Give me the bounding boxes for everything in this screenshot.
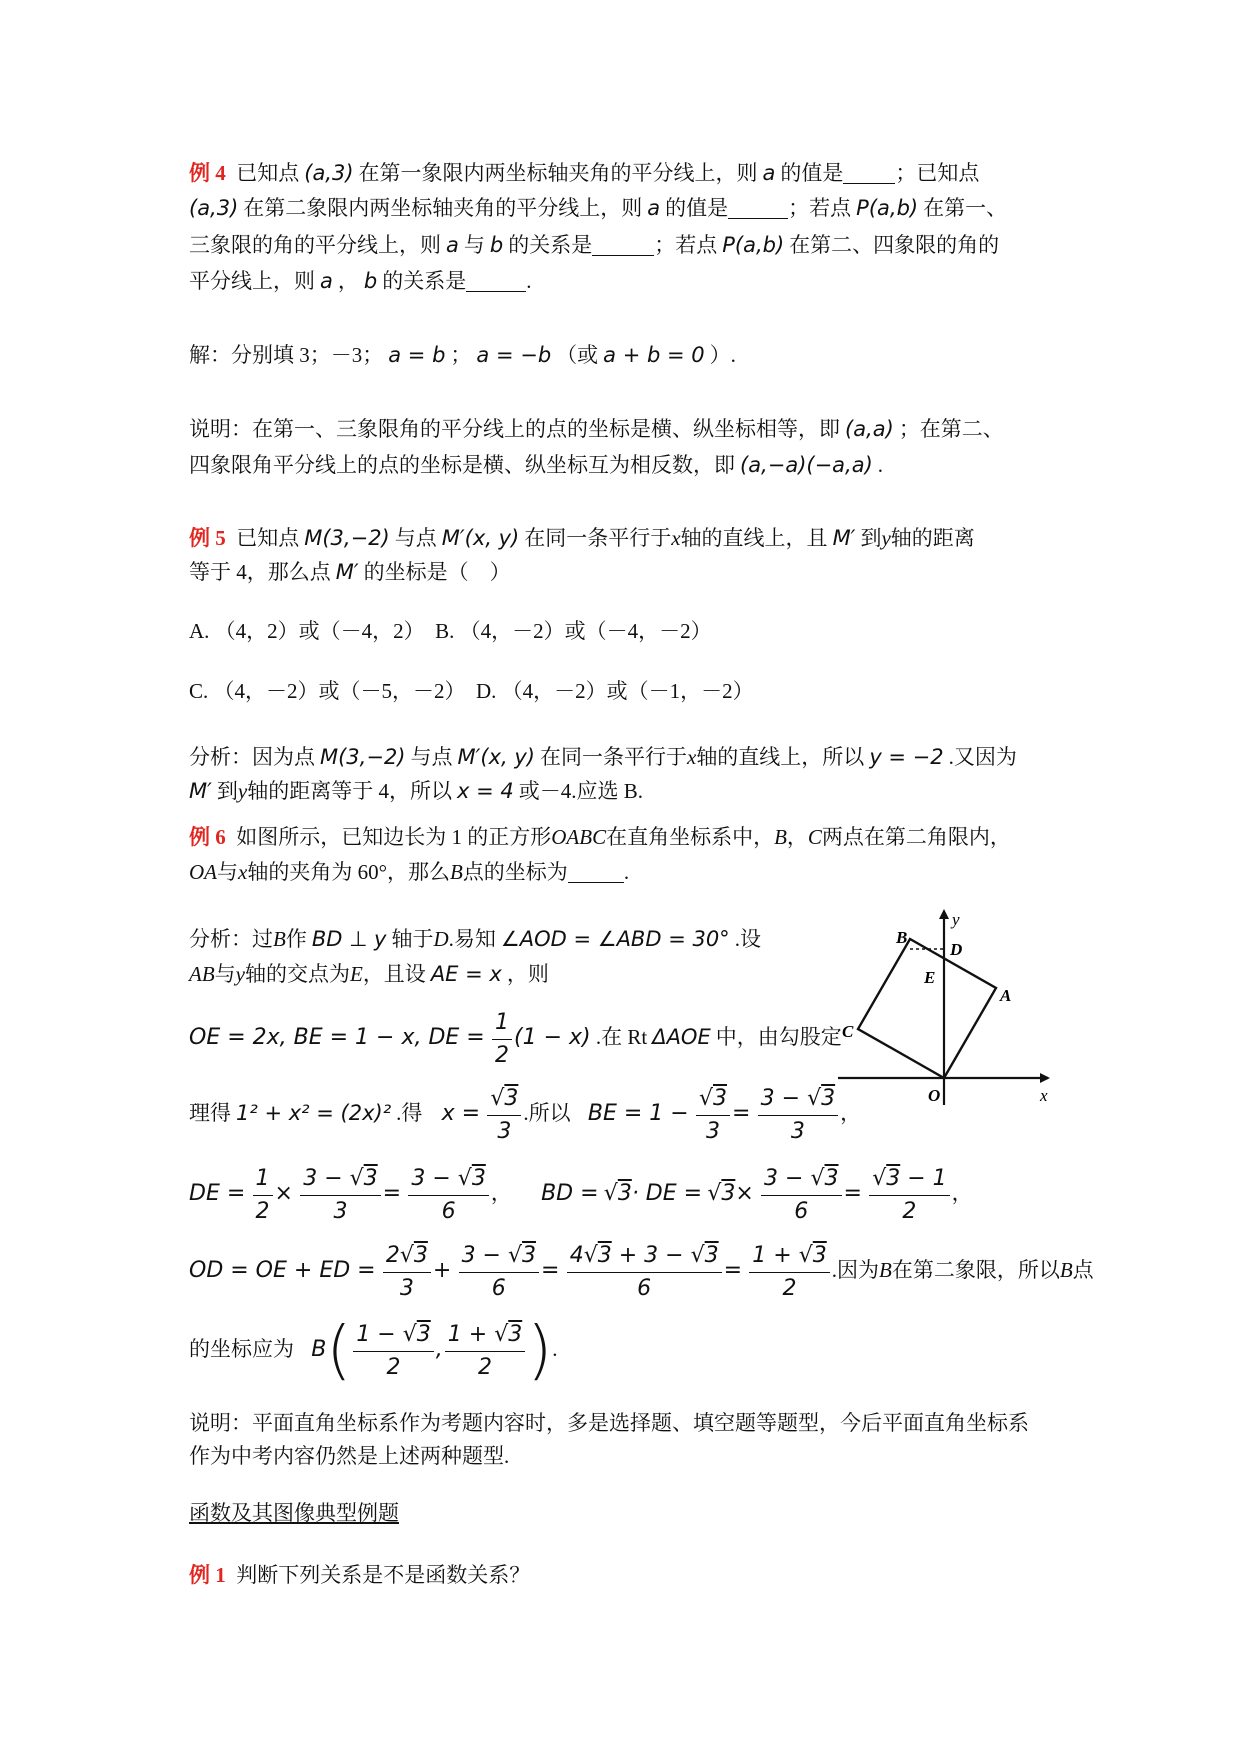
text: 分析：过 (189, 927, 273, 951)
text: 2 (782, 1275, 797, 1301)
text: ， (490, 1181, 512, 1205)
formula: (a,−a)(−a,a) (740, 453, 873, 477)
text: . (526, 269, 532, 293)
text: 2 (902, 1198, 917, 1224)
label-a: A (1000, 986, 1012, 1005)
text: 在第二象限内两坐标轴夹角的平分线上，则 (243, 196, 643, 220)
fraction: $\frac{1 + √3}{2}$ (445, 1319, 525, 1384)
note4-line-1 (189, 414, 1004, 444)
text: ， (786, 825, 808, 849)
fraction: $\frac{√3}{3}$ (487, 1083, 521, 1148)
fraction (253, 1163, 273, 1228)
ex4-line-3 (189, 230, 999, 260)
text: 说明：平面直角坐标系作为考题内容时，多是选择题、填空题等题型，今后平面直角坐标系 (189, 1411, 1029, 1435)
text: .得 (396, 1101, 423, 1125)
ex5-options-ab (189, 616, 712, 646)
text: 1 (492, 1007, 512, 1040)
ex4-line-1 (189, 158, 979, 188)
formula: M′ (189, 779, 212, 803)
text: 1 − (356, 1321, 396, 1347)
text: 理得 (189, 1101, 231, 1125)
an6-line-7 (189, 1306, 557, 1394)
option-c: C. （4，－2）或（－5，－2） (189, 679, 466, 703)
text: 的坐标应为 (189, 1337, 294, 1361)
text: 轴的直线上，且 (680, 526, 828, 550)
fraction: $\frac{3 - √3}{3}$ (758, 1083, 838, 1148)
text: 在同一条平行于 (524, 526, 672, 550)
an6-line-3 (189, 1004, 842, 1072)
text: ）. (709, 343, 736, 367)
text: 3 (597, 1242, 612, 1268)
text: ，且设 (362, 962, 426, 986)
label-o: O (928, 1086, 941, 1105)
text: 与 (463, 233, 485, 257)
text: B (273, 927, 286, 951)
an6-line-2 (189, 959, 549, 989)
text: 3 (508, 1321, 523, 1347)
text: x (686, 745, 697, 769)
ex6-line-2 (189, 857, 629, 887)
text: 分析：因为点 (189, 745, 315, 769)
text: 轴的夹角为 60°，那么 (247, 860, 450, 884)
text: B (1059, 1258, 1073, 1282)
answer-blank (728, 196, 788, 219)
text: 1 + (752, 1242, 792, 1268)
square-oabc (858, 939, 996, 1078)
fraction: $\frac{2√3}{3}$ (383, 1240, 431, 1305)
answer-blank (843, 161, 895, 184)
text: 2 (385, 1242, 400, 1268)
text: .又因为 (948, 745, 1017, 769)
text: OABC (551, 825, 607, 849)
text: − 1 (907, 1165, 947, 1191)
text: 三象限的角的平分线上，则 (189, 233, 441, 257)
text: 6 (491, 1275, 506, 1301)
coordinate-figure (838, 905, 1058, 1110)
formula: M(3,−2) (304, 526, 390, 550)
formula: M′ (832, 526, 856, 550)
formula: P(a,b) (856, 196, 919, 220)
label-d: D (950, 940, 963, 959)
ex1-label: 例 1 (189, 1563, 226, 1587)
text: ；若点 (788, 196, 852, 220)
text: 3 (413, 1242, 428, 1268)
text: 轴于 (391, 927, 434, 951)
label-x: x (1040, 1086, 1048, 1105)
text: 判断下列关系是不是函数关系？ (236, 1563, 531, 1587)
text: 3 (617, 1181, 632, 1206)
text: AB (189, 962, 215, 986)
y-axis-arrow (939, 909, 949, 919)
text: 轴的交点为 (244, 962, 350, 986)
text: 平分线上，则 (189, 269, 315, 293)
text: B (774, 825, 787, 849)
text: 四象限角平分线上的点的坐标是横、纵坐标互为相反数，即 (189, 453, 735, 477)
ex5-line-2 (189, 557, 511, 587)
text: 3 (824, 1165, 839, 1191)
text: 3 (712, 1085, 727, 1111)
fraction: $\frac{1 - √3}{2}$ (353, 1319, 433, 1384)
text: 到 (860, 526, 882, 550)
text: （或 (556, 343, 599, 367)
text: y (881, 526, 891, 550)
text: . (877, 453, 884, 477)
text: 两点在第二角限内， (821, 825, 1011, 849)
text: 点的坐标为 (462, 860, 568, 884)
text: 3 − (760, 1085, 801, 1111)
formula: BD ⊥ y (311, 927, 387, 951)
ex4-line-2 (189, 193, 1007, 223)
formula: OD = OE + ED = (189, 1258, 376, 1283)
text: 3 (821, 1085, 836, 1111)
text: 等于 4，那么点 (189, 560, 331, 584)
formula: 1² + x² = (2x)² (236, 1101, 392, 1125)
label-b: B (896, 928, 908, 947)
text: . (552, 1337, 558, 1361)
text: 作 (285, 927, 307, 951)
fraction: $\frac{4√3 + 3 - √3}{6}$ (567, 1240, 722, 1305)
formula: a + b = 0 (603, 343, 705, 367)
text: 3 (704, 1242, 719, 1268)
text: 2 (386, 1354, 401, 1380)
text: B (449, 860, 463, 884)
ex6-line-1 (189, 822, 1011, 852)
text: 3 − (764, 1165, 804, 1191)
paren-left: ( (326, 1314, 352, 1389)
text: 3 (705, 1118, 720, 1144)
formula: M′(x, y) (457, 745, 535, 769)
text: 3 (522, 1242, 537, 1268)
fraction: $\frac{√3}{3}$ (696, 1083, 730, 1148)
formula: = (382, 1181, 402, 1206)
paren-right: ) (527, 1314, 553, 1389)
formula: a = −b (476, 343, 552, 367)
formula: ΔAOE (652, 1025, 711, 1049)
label-c: C (842, 1022, 854, 1041)
option-d: D. （4，－2）或（－1，－2） (476, 679, 754, 703)
text: ，则 (506, 962, 549, 986)
text: 3 − (461, 1242, 501, 1268)
label-e: E (924, 968, 936, 987)
text: ， (337, 269, 359, 293)
formula: × (735, 1181, 754, 1206)
text: y (235, 962, 245, 986)
text: 6 (637, 1275, 652, 1301)
text: 的坐标是（ ） (363, 560, 511, 584)
an6-line-5: DE = $\frac{1}{2}$ × $\frac{3 - √3}{3}$ = $\frac{3 - √3}{6}$ ， BD = √3· DE = √3× $\frac{3 - √3}{6}$ = $\frac{√3 - 1}{2}$ ， (189, 1160, 973, 1228)
formula: M′ (335, 560, 359, 584)
text: 在第一象限内两坐标轴夹角的平分线上，则 (358, 161, 758, 185)
text: 如图所示，已知边长为 1 的正方形 (236, 825, 552, 849)
text: 3 (721, 1181, 736, 1206)
formula: , (435, 1337, 443, 1362)
text: + 3 − (618, 1242, 684, 1268)
ex5-options-cd (189, 676, 754, 706)
an6-line-6 (189, 1237, 1094, 1305)
text: OA (189, 860, 217, 884)
answer-blank (592, 233, 654, 256)
formula: b (363, 269, 378, 293)
text: . (623, 860, 630, 884)
text: 3 (497, 1118, 512, 1144)
text: 作为中考内容仍然是上述两种题型. (189, 1444, 510, 1468)
option-b: B. （4，－2）或（－4，－2） (435, 619, 712, 643)
text: 1 (253, 1163, 273, 1196)
formula: a (446, 233, 459, 257)
text: ； (450, 343, 472, 367)
option-a: A. （4，2）或（－4，2） (189, 619, 425, 643)
text: 轴的距离等于 4，所以 (247, 779, 452, 803)
note6-line-1 (189, 1408, 1029, 1438)
formula: = (843, 1181, 862, 1206)
text: B (879, 1258, 892, 1282)
formula: DE = (189, 1181, 246, 1206)
text: 与 (217, 860, 238, 884)
text: 2 (255, 1198, 270, 1224)
formula: a = b (388, 343, 446, 367)
text: 到 (216, 779, 238, 803)
ex4-label: 例 4 (189, 161, 226, 185)
an6-line-4 (189, 1080, 861, 1148)
text: 3 (363, 1165, 378, 1191)
text: 3 (333, 1198, 348, 1224)
text: .在 Rt (595, 1025, 648, 1049)
text: x (671, 526, 681, 550)
formula: + (432, 1258, 452, 1283)
formula: ∠AOD = ∠ABD = 30° (500, 927, 730, 951)
an5-line-2 (189, 776, 643, 806)
text: 轴的距离 (890, 526, 975, 550)
text: 2 (477, 1354, 492, 1380)
formula: = (723, 1258, 743, 1283)
text: 在第二象限，所以 (891, 1258, 1060, 1282)
text: 1 + (447, 1321, 488, 1347)
ex6-label: 例 6 (189, 825, 226, 849)
text: 在第二、四象限的角的 (789, 233, 1000, 257)
text: 点 (1072, 1258, 1094, 1282)
formula: M(3,−2) (320, 745, 406, 769)
answer-blank (466, 269, 526, 292)
fraction (492, 1007, 512, 1072)
text: 3 − (303, 1165, 343, 1191)
formula: OE = 2x, BE = 1 − x, DE = (189, 1025, 485, 1050)
text: .易知 (448, 927, 496, 951)
note6-line-2 (189, 1441, 509, 1471)
text: 在同一条平行于 (539, 745, 687, 769)
text: ；在第二、 (898, 417, 1004, 441)
formula: AE = x (430, 962, 502, 986)
fraction: $\frac{3 - √3}{3}$ (300, 1163, 380, 1228)
text: .所以 (523, 1101, 571, 1125)
text: .设 (734, 927, 761, 951)
formula: = (731, 1101, 751, 1126)
text: E (349, 962, 363, 986)
text: 的值是 (665, 196, 729, 220)
formula: BE = 1 − (587, 1101, 689, 1126)
fraction: $\frac{3 - √3}{6}$ (761, 1163, 841, 1228)
an6-line-1 (189, 924, 761, 954)
text: 的关系是 (508, 233, 593, 257)
formula: a (647, 196, 661, 220)
sol4-line (189, 340, 736, 370)
x-axis-arrow (1040, 1073, 1050, 1083)
text: 3 (504, 1085, 519, 1111)
answer-blank (568, 860, 624, 883)
text: 3 (471, 1165, 486, 1191)
note4-line-2 (189, 450, 883, 480)
text: 的关系是 (382, 269, 467, 293)
text: 3 (399, 1275, 414, 1301)
text: ， (840, 1101, 862, 1125)
text: ；已知点 (895, 161, 980, 185)
formula: P(a,b) (722, 233, 785, 257)
an5-line-1 (189, 742, 1017, 772)
text: 与点 (410, 745, 453, 769)
formula: × (274, 1181, 293, 1206)
text: 6 (794, 1198, 809, 1224)
text: 中，由勾股定 (715, 1025, 842, 1049)
ex4-line-4 (189, 266, 531, 296)
text: .因为 (831, 1258, 879, 1282)
formula: b (489, 233, 504, 257)
text: y (237, 779, 248, 803)
formula: a (762, 161, 776, 185)
section-heading (189, 1498, 399, 1528)
text: 3 (812, 1242, 827, 1268)
formula: BD = (541, 1181, 599, 1206)
text: 在第一、 (923, 196, 1008, 220)
label-y: y (952, 910, 960, 929)
text: 说明：在第一、三象限角的平分线上的点的坐标是横、纵坐标相等，即 (189, 417, 840, 441)
formula: a (320, 269, 333, 293)
text: 3 (416, 1321, 431, 1347)
formula: y = −2 (869, 745, 944, 769)
text: 已知点 (236, 526, 300, 550)
text: 3 (886, 1165, 901, 1191)
text: D (433, 927, 449, 951)
fraction: $\frac{3 - √3}{6}$ (408, 1163, 488, 1228)
text: 的值是 (780, 161, 844, 185)
formula: M′(x, y) (441, 526, 520, 550)
formula: B (311, 1337, 327, 1362)
text: 解：分别填 3；－3； (189, 343, 384, 367)
text: 4 (569, 1242, 584, 1268)
text: ， (951, 1181, 973, 1205)
text: 与点 (394, 526, 437, 550)
formula: x = (441, 1101, 481, 1126)
formula: = (541, 1258, 560, 1283)
formula: (a,3) (304, 161, 354, 185)
fraction: $\frac{√3 - 1}{2}$ (869, 1163, 949, 1228)
text: 在直角坐标系中， (606, 825, 775, 849)
formula: x = 4 (456, 779, 514, 803)
text: 已知点 (236, 161, 300, 185)
text: 与 (214, 962, 236, 986)
fraction: $\frac{3 - √3}{6}$ (459, 1240, 539, 1305)
text: 函数及其图像典型例题 (189, 1501, 399, 1525)
text: 3 (790, 1118, 805, 1144)
fraction: $\frac{1 + √3}{2}$ (749, 1240, 829, 1305)
formula: (a,3) (189, 196, 239, 220)
formula: · DE = (631, 1181, 703, 1206)
formula: (1 − x) (514, 1025, 591, 1050)
text: C (807, 825, 822, 849)
ex5-label: 例 5 (189, 526, 226, 550)
text: 6 (441, 1198, 456, 1224)
text: 或－4.应选 B. (518, 779, 643, 803)
formula: (a,a) (845, 417, 894, 441)
text: 2 (495, 1042, 509, 1068)
text: 轴的直线上，所以 (696, 745, 865, 769)
ex1-line (189, 1560, 530, 1590)
ex5-line-1 (189, 523, 975, 553)
text: ；若点 (654, 233, 718, 257)
text: 3 − (411, 1165, 451, 1191)
text: x (238, 860, 248, 884)
